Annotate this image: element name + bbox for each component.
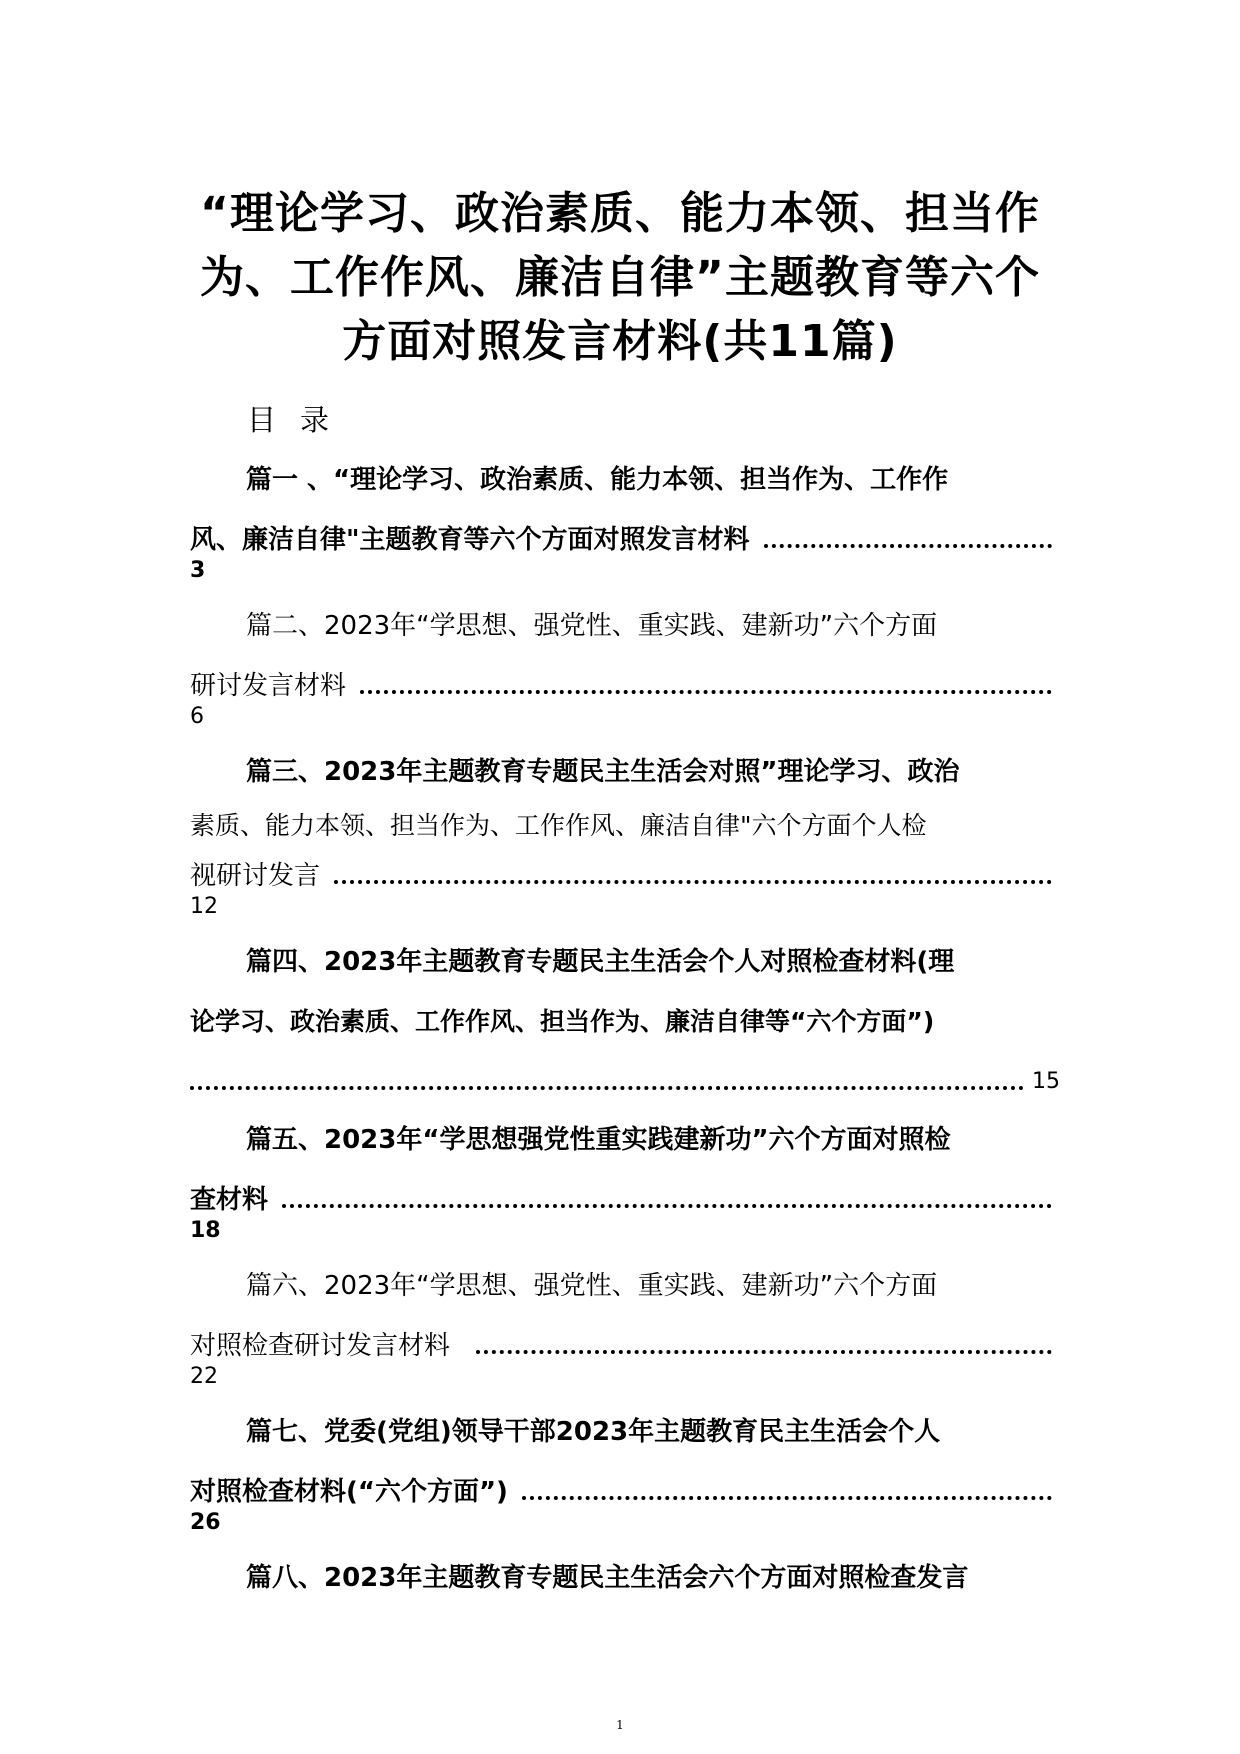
toc-entry-text: 风、廉洁自律"主题教育等六个方面对照发言材料 — [190, 525, 750, 555]
dot-leader — [334, 876, 1052, 884]
toc-entry-text: 篇六、2023年“学思想、强党性、重实践、建新功”六个方面 — [246, 1271, 938, 1301]
toc-entry-text: 篇七、党委(党组)领导干部2023年主题教育民主生活会个人 — [246, 1417, 941, 1447]
toc-leader-row — [190, 1474, 1060, 1510]
toc-entry-text: 篇一 、“理论学习、政治素质、能力本领、担当作为、工作作 — [246, 465, 949, 495]
dot-leader — [764, 540, 1052, 548]
toc-leader-row — [190, 1328, 1060, 1364]
dot-leader — [476, 1346, 1052, 1354]
toc-entry-8[interactable] — [190, 1560, 1060, 1596]
toc-entry-text: 篇五、2023年“学思想强党性重实践建新功”六个方面对照检 — [246, 1125, 951, 1155]
toc-leader-row — [190, 522, 1060, 558]
toc-leader-row — [190, 668, 1060, 704]
toc-entry-1[interactable] — [190, 462, 1060, 586]
toc-entry-text: 素质、能力本领、担当作为、工作作风、廉洁自律"六个方面个人检 — [190, 811, 927, 840]
toc-entry-text: 研讨发言材料 — [190, 671, 347, 701]
toc-page-number: 15 — [1032, 1069, 1060, 1094]
dot-leader — [282, 1200, 1052, 1208]
toc-entry-text: 视研讨发言 — [190, 861, 321, 891]
toc-heading: 目录 — [247, 403, 354, 437]
toc-entry-3[interactable] — [190, 754, 1060, 922]
toc-entry-text: 篇八、2023年主题教育专题民主生活会六个方面对照检查发言 — [246, 1563, 969, 1593]
toc-entry-text: 对照检查研讨发言材料 — [190, 1331, 451, 1361]
toc-page-number: 12 — [190, 894, 218, 919]
toc-page-number: 6 — [190, 704, 204, 729]
toc-leader-row — [190, 858, 1060, 894]
table-of-contents — [190, 462, 1060, 1596]
toc-page-number: 3 — [190, 558, 206, 583]
toc-entry-7[interactable] — [190, 1414, 1060, 1538]
toc-entry-4[interactable] — [190, 944, 1060, 1100]
toc-leader-row — [190, 1064, 1060, 1100]
document-title — [150, 182, 1090, 374]
toc-entry-2[interactable] — [190, 608, 1060, 732]
toc-entry-text: 篇二、2023年“学思想、强党性、重实践、建新功”六个方面 — [246, 611, 938, 641]
dot-leader — [522, 1492, 1052, 1500]
toc-entry-text: 篇三、2023年主题教育专题民主生活会对照”理论学习、政治 — [246, 757, 960, 787]
toc-leader-row — [190, 1182, 1060, 1218]
page-number-footer: 1 — [616, 1718, 624, 1732]
toc-page-number: 18 — [190, 1218, 221, 1243]
toc-entry-text: 查材料 — [190, 1185, 269, 1215]
title-line-3: 方面对照发言材料(共11篇) — [342, 316, 898, 367]
toc-entry-text: 篇四、2023年主题教育专题民主生活会个人对照检查材料(理 — [246, 947, 955, 977]
toc-entry-5[interactable] — [190, 1122, 1060, 1246]
toc-entry-6[interactable] — [190, 1268, 1060, 1392]
toc-entry-text: 对照检查材料(“六个方面”) — [190, 1477, 508, 1507]
title-line-2: 为、工作作风、廉洁自律”主题教育等六个 — [200, 252, 1040, 303]
dot-leader — [360, 686, 1052, 694]
title-line-1: “理论学习、政治素质、能力本领、担当作 — [200, 188, 1040, 239]
toc-page-number: 22 — [190, 1364, 218, 1389]
dot-leader — [190, 1082, 1024, 1090]
toc-page-number: 26 — [190, 1510, 221, 1535]
toc-entry-text: 论学习、政治素质、工作作风、担当作为、廉洁自律等“六个方面”) — [190, 1007, 935, 1036]
